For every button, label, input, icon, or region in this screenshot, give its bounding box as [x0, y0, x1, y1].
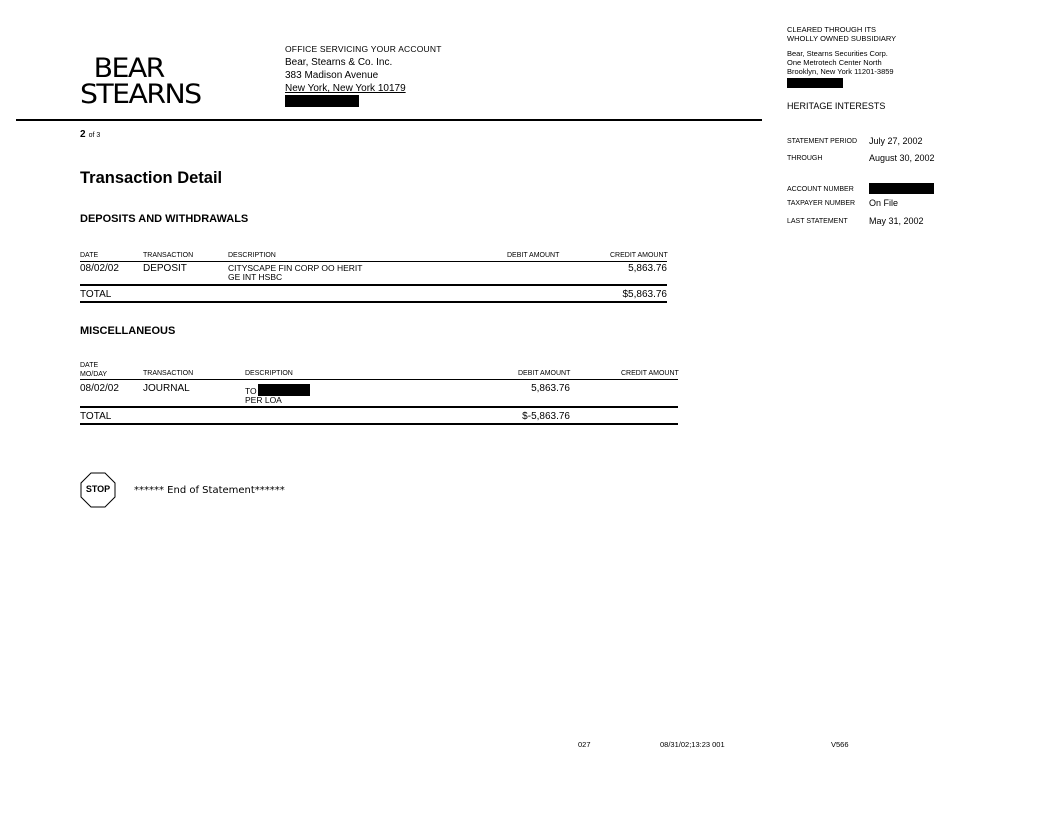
end-of-statement: ****** End of Statement****** — [134, 485, 285, 496]
through-label: THROUGH — [787, 155, 823, 162]
office-street: 383 Madison Avenue — [285, 70, 379, 81]
row-credit: 5,863.76 — [628, 263, 667, 274]
deposits-heading: DEPOSITS AND WITHDRAWALS — [80, 213, 249, 225]
bear-stearns-logo — [80, 53, 201, 110]
row-description — [228, 264, 362, 282]
statement-period-label: STATEMENT PERIOD — [787, 138, 858, 145]
total-rule-bottom — [80, 301, 667, 303]
office-name: Bear, Stearns & Co. Inc. — [285, 57, 393, 68]
footer-timestamp: 08/31/02;13:23 001 — [660, 740, 725, 749]
total-rule-top — [80, 284, 667, 286]
redaction-bar — [787, 78, 843, 88]
clearing-name: Bear, Stearns Securities Corp. — [787, 49, 888, 58]
row-description-to: TO — [245, 386, 257, 396]
logo-line-1: BEAR — [93, 53, 164, 84]
col-credit: CREDIT AMOUNT — [610, 252, 668, 259]
header-divider — [16, 119, 762, 121]
table-header-rule — [80, 261, 667, 262]
col-credit: CREDIT AMOUNT — [621, 370, 679, 377]
redaction-bar — [869, 183, 934, 194]
taxpayer-number-value: On File — [869, 198, 899, 208]
taxpayer-number-label: TAXPAYER NUMBER — [787, 200, 856, 207]
row-date: 08/02/02 — [80, 263, 119, 274]
page-total: of 3 — [88, 132, 101, 139]
col-date-line-2: MO/DAY — [80, 371, 108, 378]
row-description — [245, 384, 310, 405]
total-rule-top — [80, 406, 678, 408]
clearing-block — [787, 25, 896, 88]
total-credit: $5,863.76 — [622, 289, 667, 300]
total-rule-bottom — [80, 423, 678, 425]
col-debit: DEBIT AMOUNT — [518, 370, 571, 377]
col-debit: DEBIT AMOUNT — [507, 252, 560, 259]
clearing-city: Brooklyn, New York 11201-3859 — [787, 67, 894, 76]
col-date: DATE — [80, 252, 99, 259]
col-description: DESCRIPTION — [228, 252, 276, 259]
total-label: TOTAL — [80, 411, 112, 422]
stop-sign-text: STOP — [85, 484, 111, 494]
footer-code-1: 027 — [578, 740, 591, 749]
page-title: Transaction Detail — [80, 169, 223, 187]
misc-heading: MISCELLANEOUS — [80, 325, 176, 337]
col-date — [80, 361, 107, 379]
logo-line-2: STEARNS — [80, 79, 201, 110]
account-number-label: ACCOUNT NUMBER — [787, 186, 854, 193]
clearing-line-2: WHOLLY OWNED SUBSIDIARY — [787, 34, 897, 43]
footer-code-2: V566 — [831, 740, 849, 749]
total-debit: $-5,863.76 — [522, 411, 570, 422]
clearing-line-1: CLEARED THROUGH ITS — [787, 25, 877, 34]
row-description-line-1: CITYSCAPE FIN CORP OO HERIT — [228, 263, 363, 273]
redaction-bar — [285, 95, 359, 107]
page-number — [80, 129, 100, 140]
clearing-street: One Metrotech Center North — [787, 58, 882, 67]
last-statement-value: May 31, 2002 — [869, 216, 924, 226]
office-servicing-block — [285, 43, 442, 107]
through-value: August 30, 2002 — [869, 153, 935, 163]
row-description-line-2: PER LOA — [245, 395, 282, 405]
col-transaction: TRANSACTION — [143, 370, 194, 377]
row-transaction: DEPOSIT — [143, 263, 187, 274]
office-header: OFFICE SERVICING YOUR ACCOUNT — [285, 44, 442, 54]
stop-sign-icon — [80, 472, 116, 508]
table-header-rule — [80, 379, 678, 380]
total-label: TOTAL — [80, 289, 112, 300]
row-description-line-2: GE INT HSBC — [228, 272, 283, 282]
office-city: New York, New York 10179 — [285, 83, 406, 94]
account-name: HERITAGE INTERESTS — [787, 101, 886, 111]
col-description: DESCRIPTION — [245, 370, 293, 377]
col-transaction: TRANSACTION — [143, 252, 194, 259]
last-statement-label: LAST STATEMENT — [787, 218, 848, 225]
statement-period-value: July 27, 2002 — [869, 136, 923, 146]
row-date: 08/02/02 — [80, 383, 119, 394]
row-transaction: JOURNAL — [143, 383, 190, 394]
row-debit: 5,863.76 — [531, 383, 570, 394]
col-date-line-1: DATE — [80, 362, 99, 369]
page-current: 2 — [80, 129, 86, 140]
